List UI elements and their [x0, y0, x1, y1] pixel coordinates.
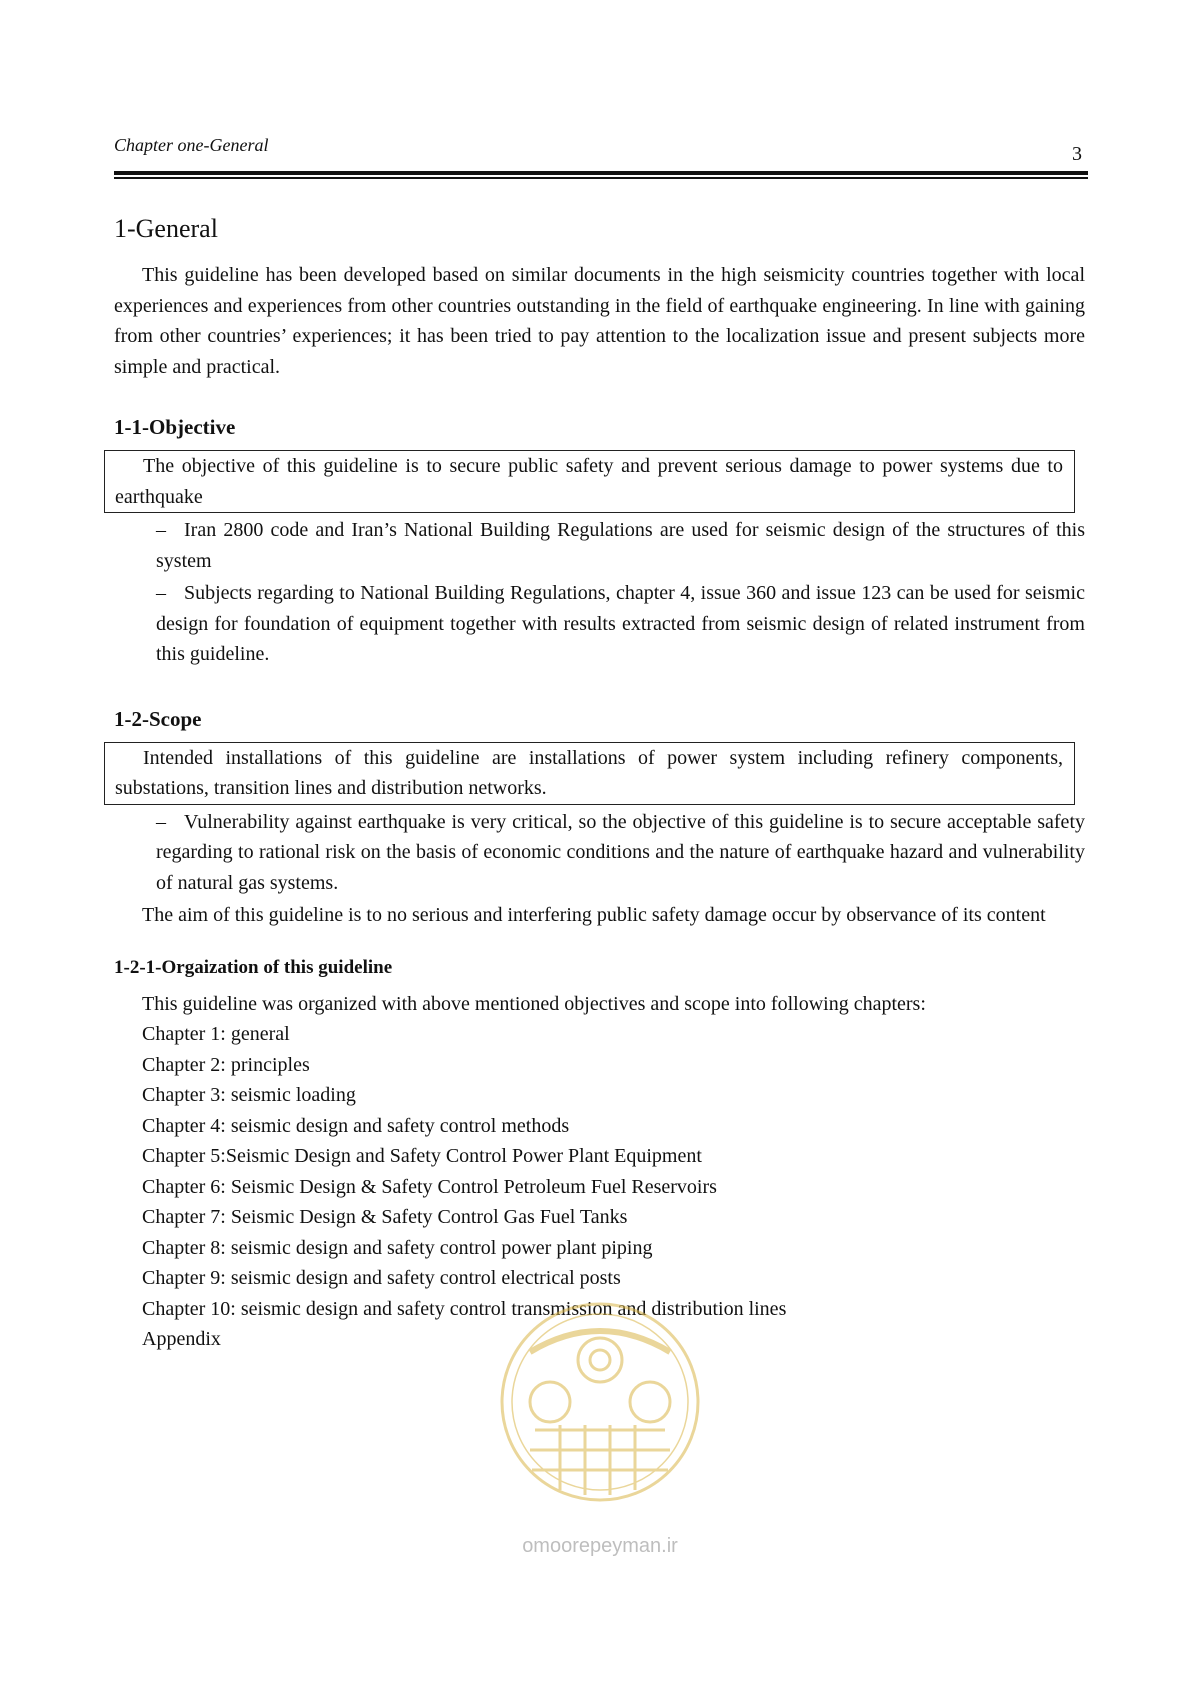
bullet-text: Iran 2800 code and Iran’s National Building Regulations are used for seismic design of the structures of this system	[156, 519, 1085, 572]
objective-bullets	[114, 515, 1085, 670]
bullet-text: Subjects regarding to National Building Regulations, chapter 4, issue 360 and issue 123 can be used for seismic design for foundation of equipment together with results extracted from seismic design of related instrument from this guideline.	[156, 582, 1085, 665]
list-item: Chapter 6: Seismic Design & Safety Control Petroleum Fuel Reservoirs	[142, 1175, 717, 1198]
list-item: Chapter 3: seismic loading	[142, 1084, 356, 1106]
organization-intro: This guideline was organized with above mentioned objectives and scope into following chapters:	[142, 992, 926, 1015]
scope-box	[104, 742, 1075, 805]
list-item: Chapter 2: principles	[142, 1053, 310, 1076]
list-item: Chapter 8: seismic design and safety control power plant piping	[142, 1236, 653, 1259]
list-item: Chapter 5:Seismic Design and Safety Control Power Plant Equipment	[142, 1145, 702, 1167]
watermark-text: omoorepeyman.ir	[522, 1535, 678, 1557]
dash-marker: –	[156, 519, 166, 541]
dash-marker: –	[156, 810, 166, 833]
dash-marker: –	[156, 582, 166, 604]
list-item: Chapter 1: general	[142, 1023, 290, 1045]
objective-box	[104, 450, 1075, 513]
section-title: 1-General	[114, 214, 218, 243]
organization-heading: 1-2-1-Orgaization of this guideline	[114, 956, 393, 978]
list-item: Chapter 4: seismic design and safety control methods	[142, 1114, 570, 1137]
objective-heading: 1-1-Objective	[114, 415, 236, 439]
watermark-logo	[490, 1290, 710, 1580]
list-item: Chapter 10: seismic design and safety control transmission and distribution lines	[142, 1297, 787, 1320]
page-header	[114, 135, 1088, 181]
intro-paragraph: This guideline has been developed based on similar documents in the high seismicity countries together with local experiences and experiences from other countries outstanding in the field of earthquake engineering. In line with gaining from other countries’ experiences; it has been tried to pay attention to the localization issue and present subjects more simple and practical.	[114, 264, 1085, 378]
list-item	[156, 807, 1085, 899]
scope-bullets	[114, 807, 1085, 899]
list-item	[156, 578, 1085, 670]
header-rule-thin	[114, 177, 1088, 179]
bullet-text: Vulnerability against earthquake is very critical, so the objective of this guideline is to secure acceptable safety regarding to rational risk on the basis of economic conditions and the nature of earthquake hazard and vulnerability of natural gas systems.	[156, 810, 1085, 894]
list-item: Chapter 9: seismic design and safety control electrical posts	[142, 1267, 621, 1289]
list-item	[156, 515, 1085, 576]
page-number: 3	[1072, 143, 1082, 165]
scope-box-text: Intended installations of this guideline are installations of power system including refinery components, substations, transition lines and distribution networks.	[115, 746, 1063, 799]
aim-paragraph: The aim of this guideline is to no serious and interfering public safety damage occur by observance of its content	[142, 904, 1046, 926]
document-body	[114, 212, 1085, 1355]
watermark-seal-icon	[490, 1290, 710, 1580]
header-rule-thick	[114, 171, 1088, 175]
scope-heading: 1-2-Scope	[114, 706, 202, 731]
objective-box-text: The objective of this guideline is to secure public safety and prevent serious damage to power systems due to earthquake	[115, 455, 1063, 508]
list-item: Appendix	[142, 1328, 221, 1350]
running-title: Chapter one-General	[114, 135, 269, 155]
list-item: Chapter 7: Seismic Design & Safety Control Gas Fuel Tanks	[142, 1206, 628, 1228]
